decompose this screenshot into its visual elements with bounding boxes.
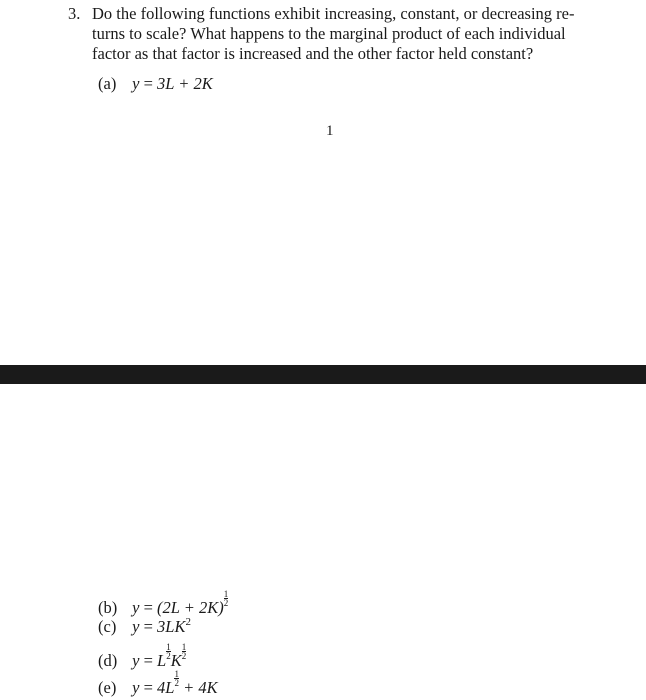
part-d-exp1-num: 1 [166, 642, 171, 652]
part-b [98, 590, 228, 618]
part-c [98, 616, 191, 637]
part-b-exp-den: 2 [223, 598, 229, 608]
question-text-line-2: turns to scale? What happens to the marginal product of each individual [92, 24, 566, 43]
part-b-label: (b) [98, 598, 118, 617]
part-b-equals: = [139, 598, 158, 617]
part-a-rhs: 3L + 2K [157, 74, 213, 93]
part-e-term-1: 4L [157, 678, 175, 697]
part-c-exponent: 2 [185, 616, 191, 628]
part-c-lhs: y [132, 617, 140, 636]
part-c-equals: = [139, 617, 158, 636]
part-d-term-1: L [157, 651, 167, 670]
part-e-equals: = [139, 678, 158, 697]
part-d-label: (d) [98, 651, 118, 670]
question-text-line-1: Do the following functions exhibit increasing, constant, or decreasing re- [92, 4, 575, 23]
part-e-label: (e) [98, 678, 117, 697]
question-number: 3. [68, 4, 81, 23]
part-d-equals: = [139, 651, 158, 670]
part-d-exp2-den: 2 [181, 651, 187, 661]
part-c-label: (c) [98, 617, 117, 636]
part-d-exp2-num: 1 [181, 642, 187, 652]
part-a [98, 74, 213, 94]
part-d-lhs: y [132, 651, 140, 670]
part-c-base: 3LK [157, 617, 186, 636]
part-b-lhs: y [132, 598, 140, 617]
part-e [98, 670, 218, 698]
part-b-exp-num: 1 [223, 589, 229, 599]
part-e-term-2: + 4K [178, 678, 218, 697]
part-a-equals: = [139, 74, 158, 93]
part-d-exponent-2 [182, 643, 187, 660]
part-d-term-2: K [170, 651, 182, 670]
part-b-base: (2L + 2K) [157, 598, 224, 617]
part-a-lhs: y [132, 74, 140, 93]
part-a-label: (a) [98, 74, 117, 93]
page-number: 1 [326, 123, 334, 139]
page-divider [0, 365, 646, 384]
part-d [98, 643, 186, 671]
part-e-exp-den: 2 [174, 678, 179, 688]
question-text-line-3: factor as that factor is increased and the other factor held constant? [92, 44, 534, 63]
part-e-lhs: y [132, 678, 140, 697]
part-d-exp1-den: 2 [166, 651, 171, 661]
part-b-exponent [224, 590, 229, 607]
part-e-exp-num: 1 [174, 669, 179, 679]
